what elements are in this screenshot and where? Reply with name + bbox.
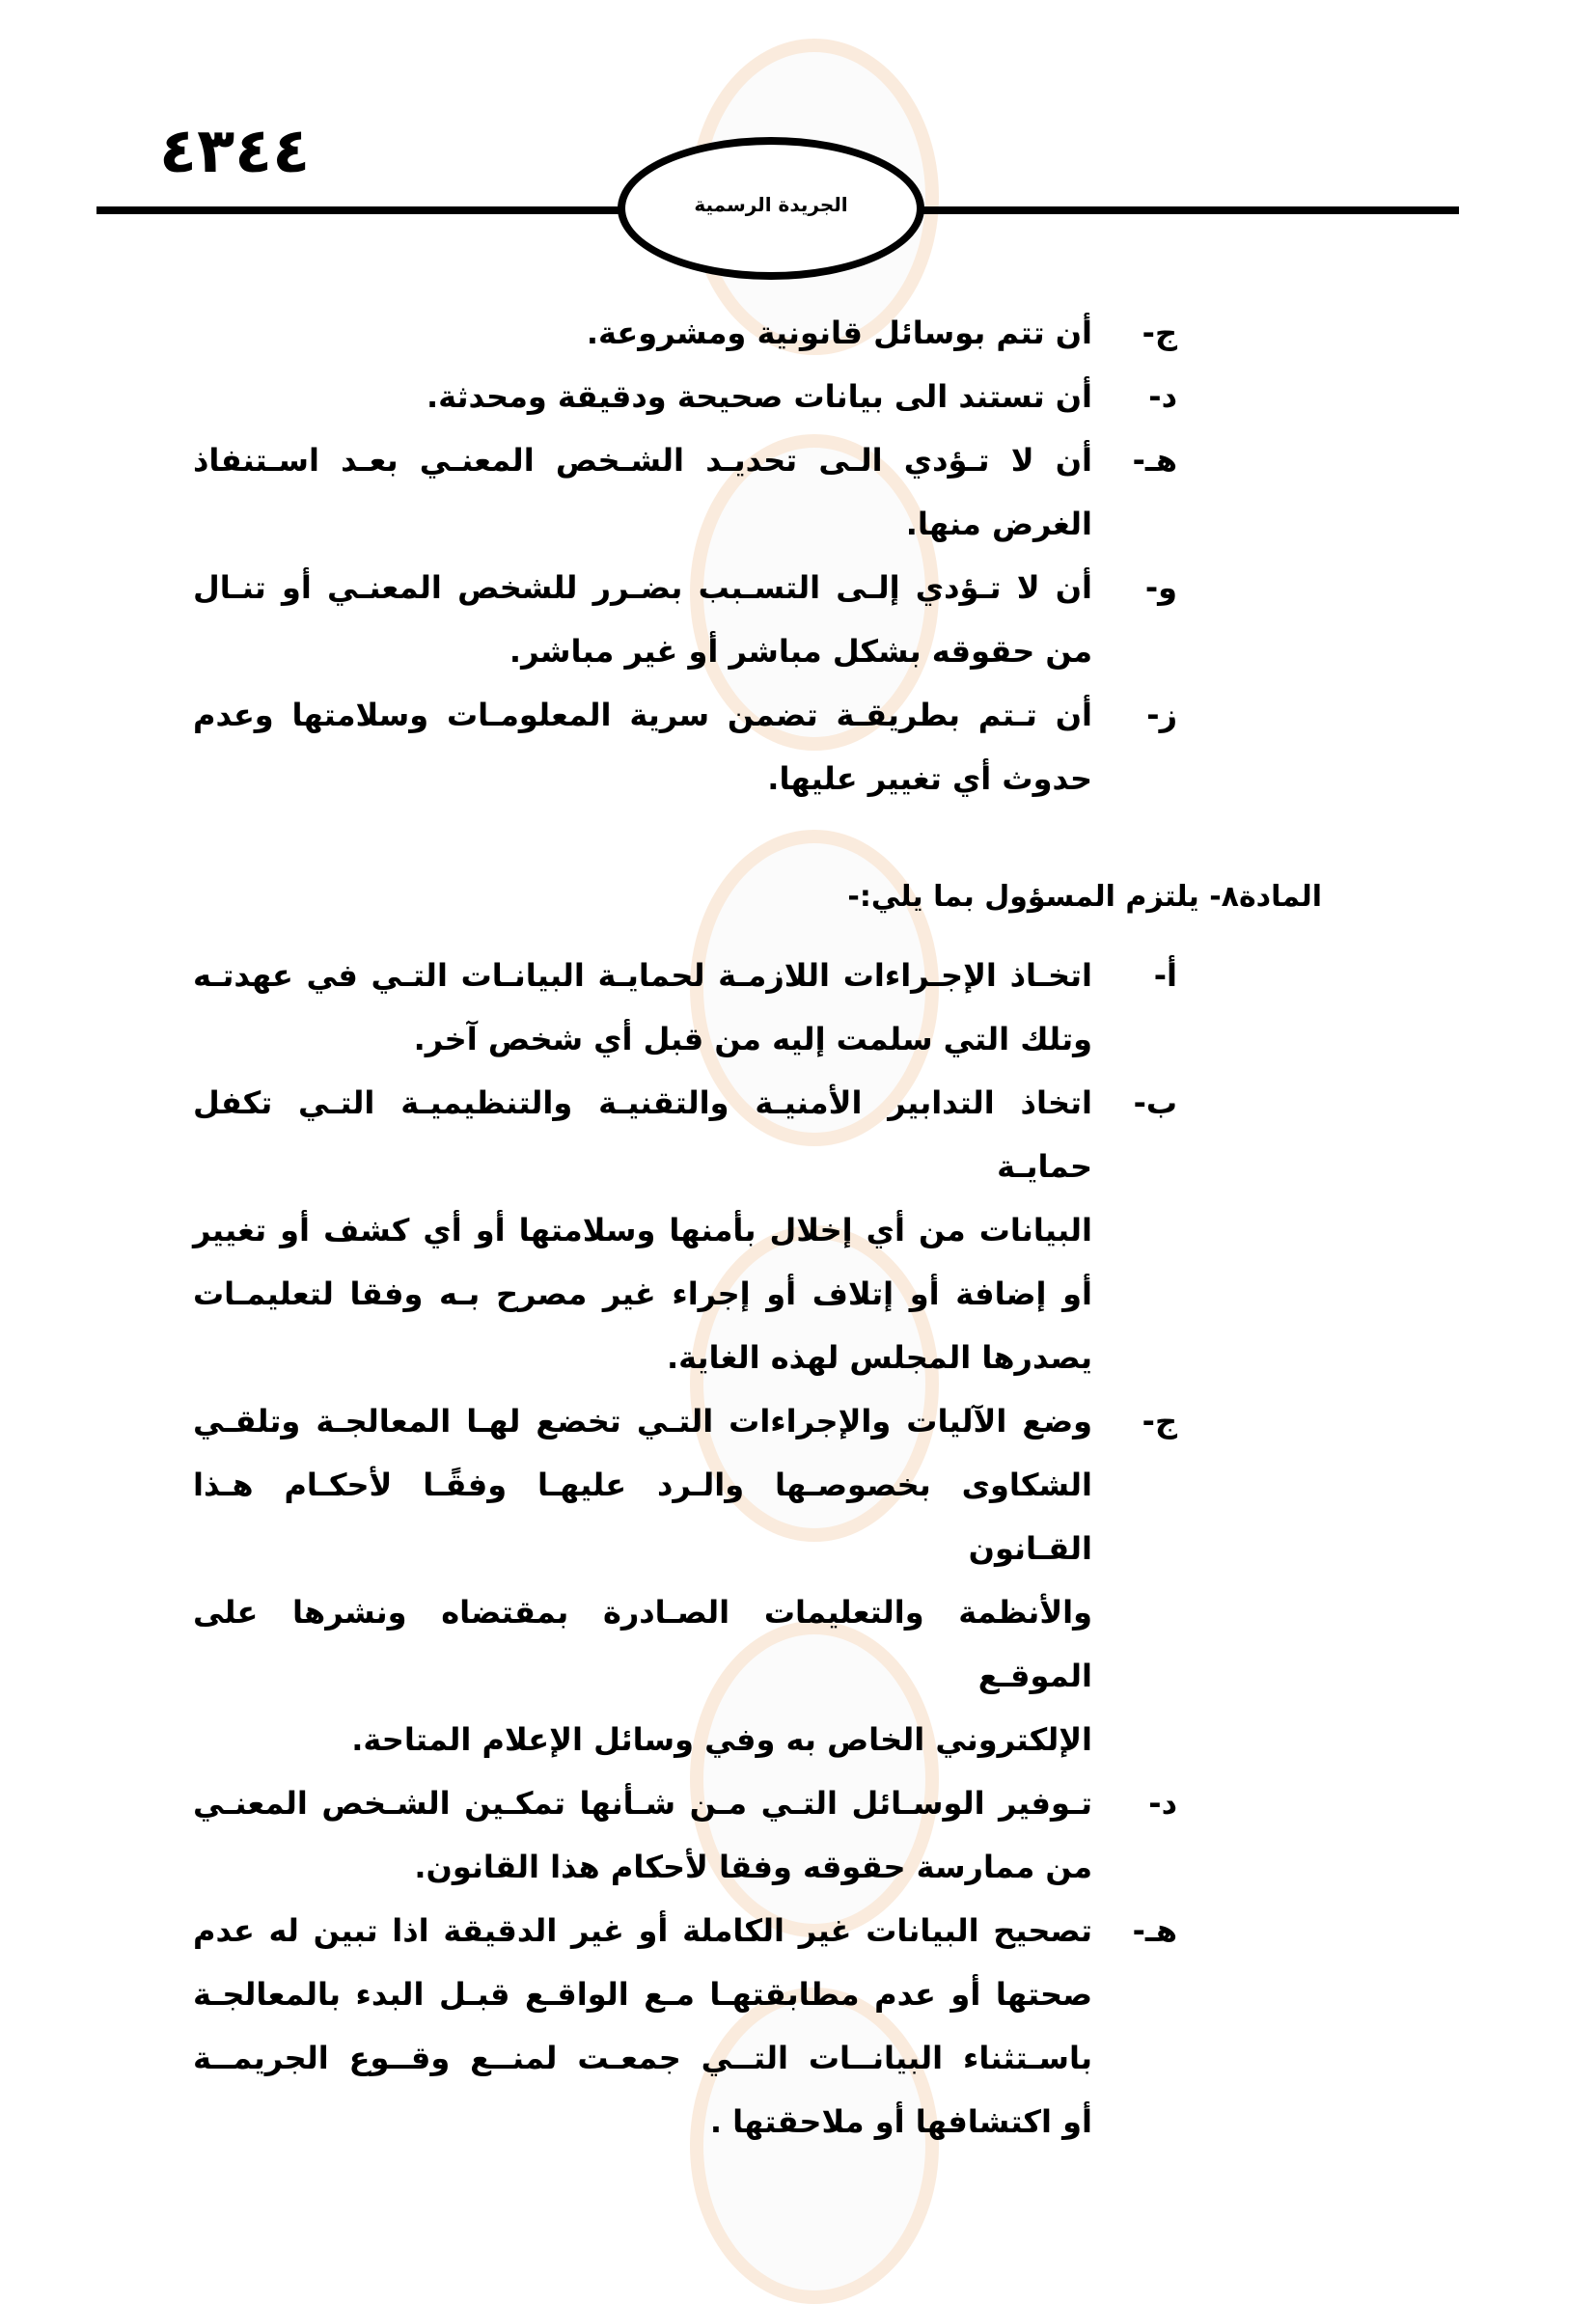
clause-text-line: أن لا تـؤدي إلـى التسـبب بضـرر للشخص المعنـي أو تنـال — [193, 569, 1092, 606]
clause-text-line: اتخـاذ الإجـراءات اللازمـة لحمايـة البيانـات التـي في عهدتـه — [193, 957, 1092, 994]
clause-text-line: باسـتثناء البيانــات التــي جمعـت لمنــع وقــوع الجريمــة — [193, 2040, 1092, 2076]
clause-item — [193, 1071, 1177, 1389]
clause-text-line: من ممارسة حقوقه وفقا لأحكام هذا القانون. — [414, 1849, 1092, 1885]
clause-label: أ- — [1153, 957, 1177, 994]
gazette-title-oval — [618, 137, 924, 280]
clause-item — [193, 428, 1177, 556]
clause-label: ب- — [1133, 1084, 1177, 1121]
clause-text-line: اتخاذ التدابير الأمنيـة والتقنيـة والتنظيميـة التـي تكفل حمايـة — [193, 1084, 1092, 1185]
clause-item — [193, 944, 1177, 1071]
clause-label: ج- — [1142, 315, 1177, 351]
page-number: ٤٣٤٤ — [159, 116, 311, 187]
clause-label: د- — [1148, 378, 1177, 415]
clause-text-line: من حقوقه بشكل مباشر أو غير مباشر. — [509, 633, 1092, 670]
clause-label: د- — [1148, 1785, 1177, 1822]
clause-item — [193, 683, 1177, 810]
clause-text-line: تـوفير الوسـائل التـي مـن شـأنها تمكـين الشـخص المعنـي — [193, 1785, 1092, 1822]
clause-label: ج- — [1142, 1403, 1177, 1440]
clause-item — [193, 556, 1177, 683]
article-heading: المادة٨- يلتزم المسؤول بما يلي:- — [847, 880, 1322, 914]
clause-text-line: أو إضافة أو إتلاف أو إجراء غير مصرح بـه وفقا لتعليمـات — [193, 1275, 1092, 1312]
clause-text-line: والأنظمة والتعليمات الصـادرة بمقتضاه ونشرها على الموقـع — [193, 1594, 1092, 1694]
clause-text-line: حدوث أي تغيير عليها. — [767, 760, 1092, 797]
clause-text-line: الإلكتروني الخاص به وفي وسائل الإعلام المتاحة. — [351, 1721, 1092, 1758]
clause-text-line: صحتها أو عدم مطابقتهـا مـع الواقـع قبـل البدء بالمعالجـة — [193, 1976, 1092, 2013]
clause-text-line: وضع الآليات والإجراءات التـي تخضع لهـا المعالجـة وتلقـي — [193, 1403, 1092, 1440]
clause-item — [193, 1771, 1177, 1899]
clause-item — [193, 1389, 1177, 1771]
clause-item — [193, 1899, 1177, 2153]
clause-text-line: أن تتم بوسائل قانونية ومشروعة. — [586, 315, 1092, 351]
clause-text-line: البيانات من أي إخلال بأمنها وسلامتها أو أي كشف أو تغيير — [193, 1212, 1092, 1248]
article-8-clauses — [193, 944, 1177, 2153]
clause-text-line: تصحيح البيانات غير الكاملة أو غير الدقيقة اذا تبين له عدم — [193, 1912, 1092, 1949]
clause-text-line: أن تستند الى بيانات صحيحة ودقيقة ومحدثة. — [426, 378, 1092, 415]
clause-text-line: أو اكتشافها أو ملاحقتها . — [709, 2103, 1092, 2140]
clause-text-line: الشكاوى بخصوصـها والـرد عليهـا وفقًـا لأحكـام هـذا القـانون — [193, 1467, 1092, 1567]
clause-item — [193, 301, 1177, 365]
clauses-list-continued — [193, 301, 1177, 810]
clause-label: هـ- — [1132, 1912, 1177, 1949]
clause-label: و- — [1144, 569, 1177, 606]
clause-text-line: أن تـتم بطريقـة تضمن سرية المعلومـات وسلامتها وعدم — [193, 697, 1092, 733]
clause-label: هـ- — [1132, 442, 1177, 479]
clause-label: ز- — [1146, 697, 1177, 733]
clause-item — [193, 365, 1177, 428]
clause-text-line: يصدرها المجلس لهذه الغاية. — [666, 1339, 1092, 1376]
gazette-title: الجريدة الرسمية — [694, 193, 848, 216]
clause-text-line: الغرض منها. — [905, 506, 1092, 542]
clause-text-line: وتلك التي سلمت إليه من قبل أي شخص آخر. — [413, 1021, 1092, 1057]
clause-text-line: أن لا تـؤدي الـى تحديـد الشـخص المعنـي بعـد اسـتنفاذ — [193, 442, 1092, 479]
